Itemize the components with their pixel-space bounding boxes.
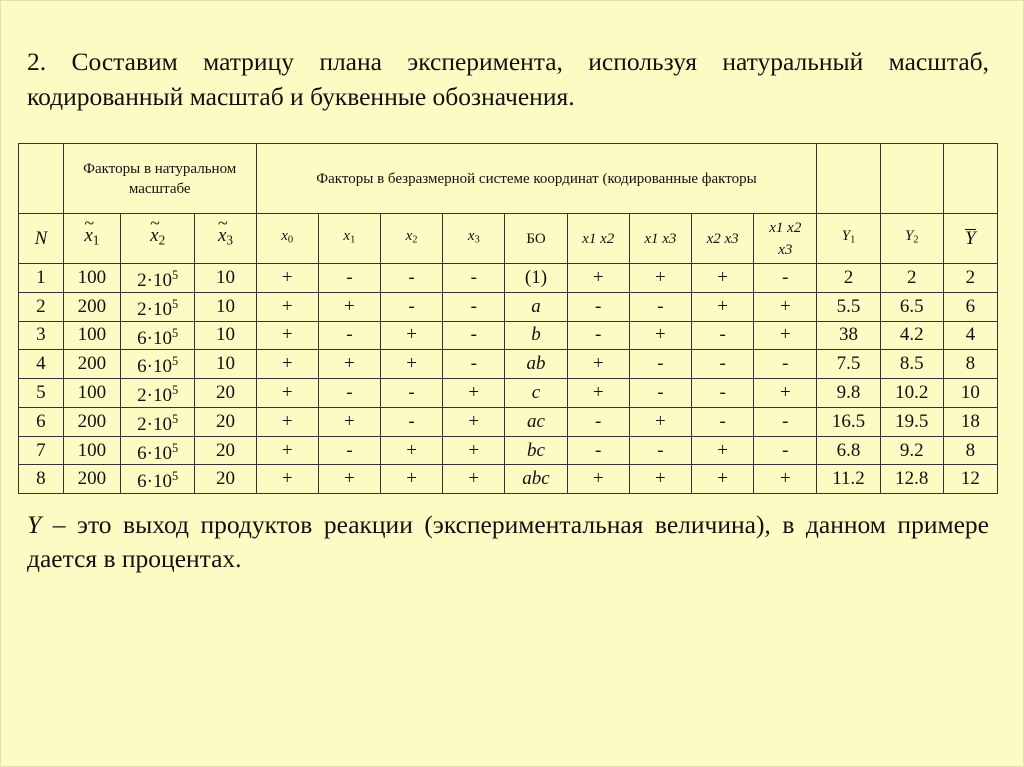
cell-y2: 2 [880,264,943,293]
experiment-plan-matrix [18,143,998,494]
cell-y2: 6.5 [880,292,943,321]
cell-n: 1 [19,264,64,293]
cell-x1x3: + [629,407,691,436]
cell-x2: + [380,321,442,350]
cell-xt1: 200 [63,292,120,321]
col-y2: $Y_2$ [880,214,943,264]
table-row [19,379,998,408]
cell-x3: + [443,379,505,408]
table-row [19,407,998,436]
cell-x3: + [443,407,505,436]
cell-x1x2: - [567,292,629,321]
cell-xt3: 10 [195,292,256,321]
cell-x1: - [318,264,380,293]
cell-x2: - [380,379,442,408]
header-natural-factors: Факторы в натуральном масштабе [63,144,256,214]
cell-x1x3: - [629,379,691,408]
table-row [19,292,998,321]
cell-x2x3: - [692,350,754,379]
cell-xt1: 200 [63,350,120,379]
cell-x1x3: - [629,350,691,379]
col-x-tilde-2: ~ $x_2$ [120,214,194,264]
cell-x1: + [318,465,380,494]
cell-x1x2: + [567,465,629,494]
cell-xt2: $6\cdot 10^5$ [120,350,194,379]
cell-x3: - [443,292,505,321]
cell-xt2: $6\cdot 10^5$ [120,436,194,465]
cell-y1: 5.5 [817,292,880,321]
matrix-body [19,264,998,494]
cell-xt2: $2\cdot 10^5$ [120,264,194,293]
cell-xt3: 10 [195,321,256,350]
cell-xt3: 10 [195,264,256,293]
cell-x3: + [443,436,505,465]
cell-y2: 8.5 [880,350,943,379]
cell-xt1: 100 [63,264,120,293]
cell-x1x2x3: - [754,436,817,465]
cell-x2x3: - [692,321,754,350]
cell-x2x3: + [692,264,754,293]
header-empty-y2 [880,144,943,214]
cell-xt3: 20 [195,407,256,436]
cell-x2x3: + [692,292,754,321]
cell-x1x3: + [629,264,691,293]
cell-ybar: 18 [943,407,997,436]
cell-y2: 12.8 [880,465,943,494]
cell-x1x2x3: + [754,321,817,350]
col-x1x3: x1 x3 [629,214,691,264]
header-empty-ybar [943,144,997,214]
cell-x3: + [443,465,505,494]
cell-y2: 19.5 [880,407,943,436]
cell-bo: bc [505,436,567,465]
cell-bo: (1) [505,264,567,293]
cell-n: 3 [19,321,64,350]
cell-xt1: 200 [63,407,120,436]
cell-xt2: $6\cdot 10^5$ [120,321,194,350]
cell-x1: - [318,436,380,465]
cell-x1x2x3: + [754,465,817,494]
cell-x0: + [256,350,318,379]
cell-xt1: 100 [63,321,120,350]
col-x1x2: x1 x2 [567,214,629,264]
col-y1: $Y_1$ [817,214,880,264]
cell-x1x2x3: + [754,379,817,408]
cell-x1x3: - [629,436,691,465]
header-row-columns [19,214,998,264]
cell-x0: + [256,292,318,321]
cell-x0: + [256,264,318,293]
cell-n: 7 [19,436,64,465]
cell-x2x3: + [692,465,754,494]
cell-x1x2: - [567,321,629,350]
cell-xt3: 20 [195,436,256,465]
cell-x0: + [256,321,318,350]
col-y-bar: Y [943,214,997,264]
cell-ybar: 2 [943,264,997,293]
cell-x1x2x3: - [754,407,817,436]
col-x1: $x_1$ [318,214,380,264]
cell-bo: a [505,292,567,321]
cell-y1: 9.8 [817,379,880,408]
cell-xt2: $2\cdot 10^5$ [120,407,194,436]
cell-x1x2x3: + [754,292,817,321]
cell-y1: 16.5 [817,407,880,436]
cell-x2x3: - [692,379,754,408]
cell-x2: + [380,465,442,494]
cell-x2: - [380,292,442,321]
cell-x1x2: + [567,264,629,293]
footer-text: – это выход продуктов реакции (экспериментальная величина), в данном примере дается в процентах. [27,510,989,573]
cell-x1x3: - [629,292,691,321]
slide-heading: 2. Составим матрицу плана эксперимента, используя натуральный масштаб, кодированный масштаб и буквенные обозначения. [27,47,989,111]
cell-bo: c [505,379,567,408]
col-x2: $x_2$ [380,214,442,264]
cell-xt3: 10 [195,350,256,379]
cell-ybar: 10 [943,379,997,408]
cell-x3: - [443,350,505,379]
cell-x1x2: - [567,407,629,436]
cell-bo: ac [505,407,567,436]
cell-x2x3: + [692,436,754,465]
cell-x0: + [256,436,318,465]
cell-x1x3: + [629,321,691,350]
cell-x2x3: - [692,407,754,436]
cell-n: 2 [19,292,64,321]
cell-x3: - [443,264,505,293]
cell-bo: ab [505,350,567,379]
cell-ybar: 12 [943,465,997,494]
cell-xt3: 20 [195,465,256,494]
cell-x1: + [318,407,380,436]
cell-n: 6 [19,407,64,436]
cell-x2: + [380,436,442,465]
cell-y2: 4.2 [880,321,943,350]
cell-ybar: 6 [943,292,997,321]
cell-y1: 7.5 [817,350,880,379]
cell-xt1: 100 [63,379,120,408]
table-row [19,436,998,465]
cell-x1x2: + [567,379,629,408]
cell-xt2: $6\cdot 10^5$ [120,465,194,494]
cell-y1: 2 [817,264,880,293]
col-x2x3: x2 x3 [692,214,754,264]
cell-x1x2x3: - [754,350,817,379]
header-coded-factors: Факторы в безразмерной системе координат (кодированные факторы [256,144,817,214]
cell-x1x2x3: - [754,264,817,293]
header-row-groups [19,144,998,214]
col-bo: БО [505,214,567,264]
cell-x1: + [318,292,380,321]
cell-xt2: $2\cdot 10^5$ [120,292,194,321]
footer-explanation [27,508,989,576]
cell-x1x2: - [567,436,629,465]
cell-x0: + [256,465,318,494]
cell-ybar: 8 [943,350,997,379]
header-empty-y1 [817,144,880,214]
cell-xt2: $2\cdot 10^5$ [120,379,194,408]
cell-n: 8 [19,465,64,494]
cell-y2: 9.2 [880,436,943,465]
cell-y2: 10.2 [880,379,943,408]
cell-xt1: 200 [63,465,120,494]
cell-n: 5 [19,379,64,408]
cell-x1: - [318,379,380,408]
table-row [19,350,998,379]
cell-x1x2: + [567,350,629,379]
cell-bo: abc [505,465,567,494]
footer-symbol-y: Y [27,510,42,539]
cell-x3: - [443,321,505,350]
cell-x1x3: + [629,465,691,494]
col-x-tilde-3: ~ $x_3$ [195,214,256,264]
cell-x2: - [380,264,442,293]
cell-x1: - [318,321,380,350]
cell-x0: + [256,379,318,408]
col-x3: $x_3$ [443,214,505,264]
cell-ybar: 8 [943,436,997,465]
col-x1x2x3: x1 x2 x3 [754,214,817,264]
cell-y1: 6.8 [817,436,880,465]
table-row [19,465,998,494]
cell-n: 4 [19,350,64,379]
cell-y1: 38 [817,321,880,350]
cell-xt3: 20 [195,379,256,408]
col-n: N [19,214,64,264]
col-x-tilde-1: ~ $x_1$ [63,214,120,264]
cell-bo: b [505,321,567,350]
cell-y1: 11.2 [817,465,880,494]
cell-x1: + [318,350,380,379]
col-x0: $x_0$ [256,214,318,264]
cell-x2: + [380,350,442,379]
cell-ybar: 4 [943,321,997,350]
header-empty-n [19,144,64,214]
cell-xt1: 100 [63,436,120,465]
table-row [19,264,998,293]
table-row [19,321,998,350]
cell-x0: + [256,407,318,436]
cell-x2: - [380,407,442,436]
